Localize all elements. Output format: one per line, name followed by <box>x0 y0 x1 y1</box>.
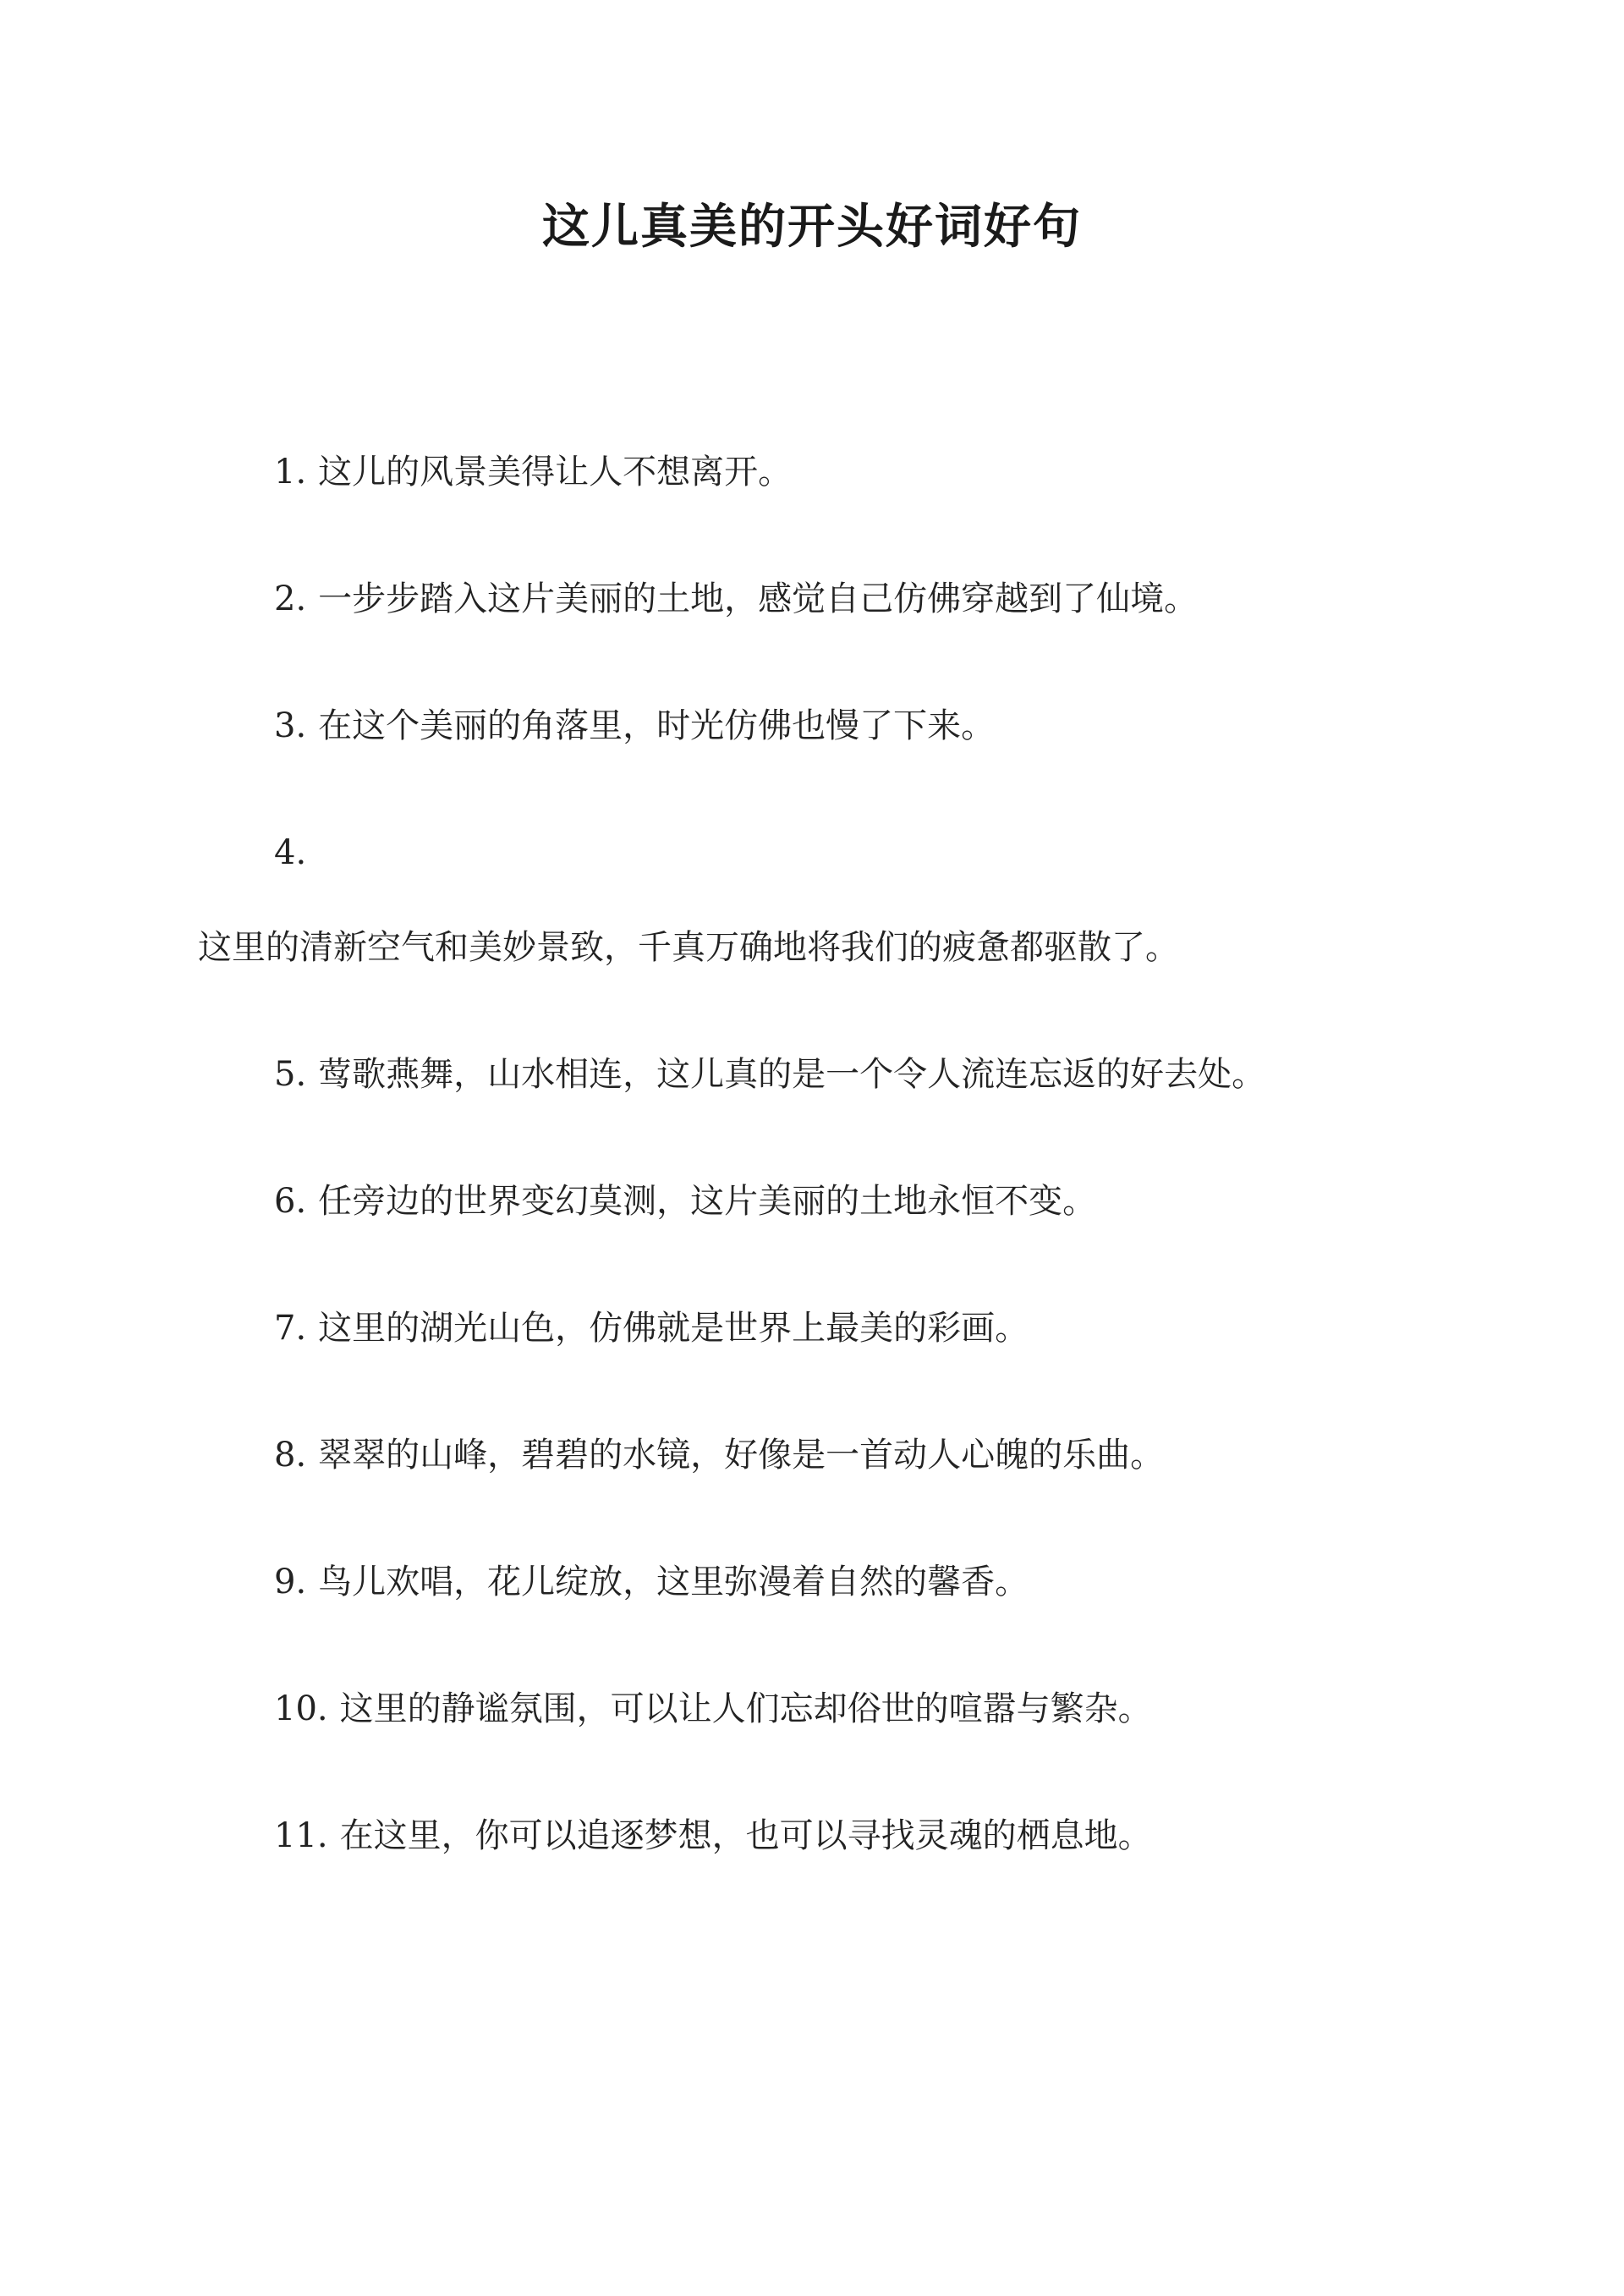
item-text: 这里的湖光山色，仿佛就是世界上最美的彩画。 <box>318 1309 1029 1348</box>
item-number: 10. <box>274 1689 328 1728</box>
item-number: 5. <box>274 1055 307 1094</box>
item-text: 这里的清新空气和美妙景致，千真万确地将我们的疲惫都驱散了。 <box>198 928 1179 967</box>
item-number: 6. <box>274 1182 307 1221</box>
item-number: 1. <box>274 453 307 492</box>
item-text: 翠翠的山峰，碧碧的水镜，好像是一首动人心魄的乐曲。 <box>318 1436 1165 1475</box>
list-item <box>274 1684 1152 1734</box>
list-item-number-only <box>274 827 306 878</box>
item-text: 这儿的风景美得让人不想离开。 <box>318 453 793 492</box>
list-item <box>274 574 1198 624</box>
item-number: 4. <box>274 833 307 872</box>
list-item <box>274 1810 1152 1861</box>
list-item <box>274 1303 1029 1354</box>
item-number: 2. <box>274 579 307 618</box>
item-number: 7. <box>274 1309 307 1348</box>
item-text: 在这个美丽的角落里，时光仿佛也慢了下来。 <box>318 706 996 745</box>
item-text: 在这里，你可以追逐梦想，也可以寻找灵魂的栖息地。 <box>339 1816 1152 1855</box>
item-text: 任旁边的世界变幻莫测，这片美丽的土地永恒不变。 <box>318 1182 1097 1221</box>
list-item <box>274 1049 1265 1100</box>
item-number: 3. <box>274 706 307 745</box>
item-text: 莺歌燕舞，山水相连，这儿真的是一个令人流连忘返的好去处。 <box>318 1055 1266 1094</box>
list-item <box>274 1557 1029 1607</box>
list-item <box>274 1176 1096 1227</box>
list-item <box>274 700 995 751</box>
item-number: 9. <box>274 1563 307 1601</box>
item-text: 鸟儿欢唱，花儿绽放，这里弥漫着自然的馨香。 <box>318 1563 1029 1601</box>
item-text: 一步步踏入这片美丽的土地，感觉自己仿佛穿越到了仙境。 <box>318 579 1199 618</box>
list-item <box>274 447 792 497</box>
list-item-continuation <box>198 922 1179 973</box>
item-number: 11. <box>274 1816 328 1855</box>
list-item <box>274 1430 1164 1480</box>
page-title: 这儿真美的开头好词好句 <box>542 199 1082 255</box>
item-number: 8. <box>274 1436 307 1475</box>
item-text: 这里的静谧氛围，可以让人们忘却俗世的喧嚣与繁杂。 <box>339 1689 1152 1728</box>
